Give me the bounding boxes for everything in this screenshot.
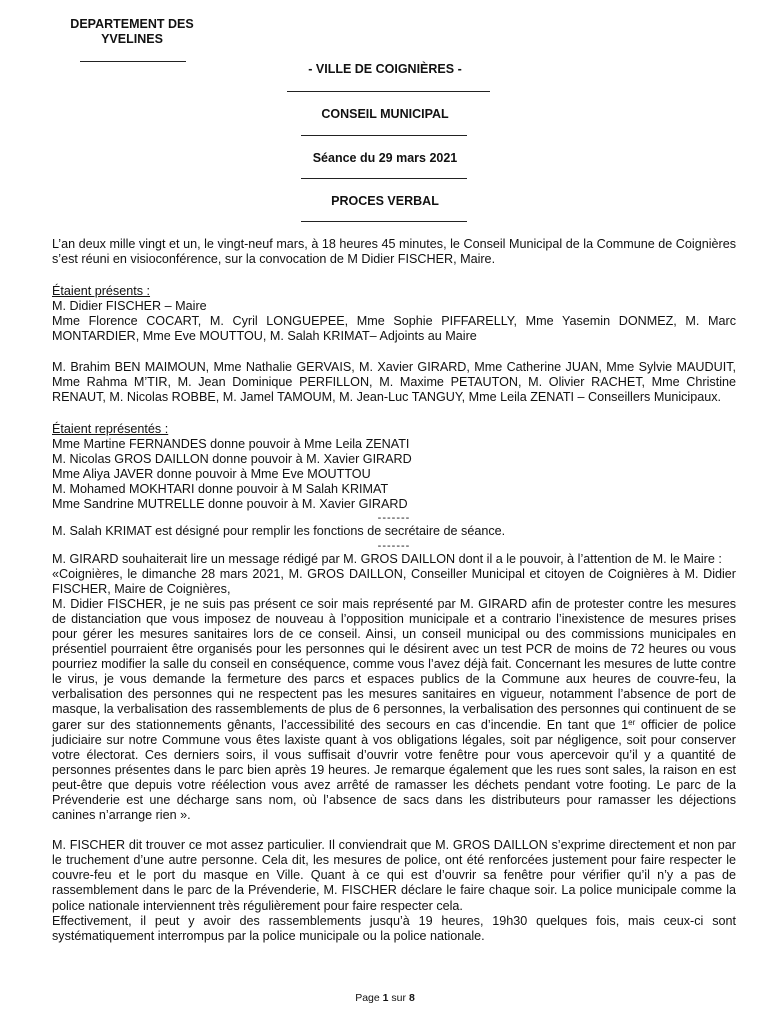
page-total: 8 <box>408 992 415 1004</box>
conseil-rule <box>301 135 467 136</box>
fischer-paragraph-1: M. FISCHER dit trouver ce mot assez particulier. Il conviendrait que M. GROS DAILLON s’exprime directement et non par le truchement d’une autre personne. Cela dit, les mesures de police, ont été renforcées justement pour faire respecter le couvre-feu et le port du masque en Ville. Quant à ce qui est d’ouvrir sa fenêtre pour vérifier qu’il n’y a pas de rassemblement dans le parc de la Prévenderie, M. FISCHER déclare le faire chaque soir. La police municipale comme la police nationale interviennent très régulièrement pour faire respecter cela. <box>52 838 736 913</box>
separator: ------- <box>377 539 411 552</box>
seance-date: Séance du 29 mars 2021 <box>312 151 458 165</box>
intro-paragraph: L’an deux mille vingt et un, le vingt-neuf mars, à 18 heures 45 minutes, le Conseil Municipal de la Commune de Coignières s’est réuni en visioconférence, sur la convocation de M Didier FISCHER, Maire. <box>52 237 736 267</box>
page-label: Page <box>355 992 383 1004</box>
seance-rule <box>301 178 467 179</box>
quote-body-a: M. Didier FISCHER, je ne suis pas présent ce soir mais représenté par M. GIRARD afin de protester contre les mesures de distanciation que vous imposez de nouveau à l’opposition municipale et a contrario l’inexistence de mesures prises pour gérer les mesures sanitaires lors de ce conseil. Ainsi, un conseil municipal ou des commissions municipales en présentiel pourraient être organisés pour les personnes qui le désirent avec un test PCR de moins de 72 heures ou vous pourriez modifier la salle du conseil en conséquence, comme vous l’avez déjà fait. Concernant les mesures de lutte contre le virus, je vous demande la fermeture des parcs et espaces publics de la Commune aux heures de couvre-feu, la verbalisation des personnes qui ne respectent pas les mesures sanitaires en vigueur, notamment l’absence de port de masque, la verbalisation des rassemblements de plus de 6 personnes, la verbalisation des personnes qui continuent de se garer sur des stationnements gênants, l’accessibilité des secours en cas d’incendie. En tant que 1 <box>52 596 736 732</box>
secretaire-paragraph: M. Salah KRIMAT est désigné pour remplir les fonctions de secrétaire de séance. <box>52 524 506 539</box>
quote-opening: «Coignières, le dimanche 28 mars 2021, M. GROS DAILLON, Conseiller Municipal et citoyen de Coignières à M. Didier FISCHER, Maire de Coignières, <box>52 566 736 596</box>
representes-item: M. Mohamed MOKHTARI donne pouvoir à M Salah KRIMAT <box>52 482 389 497</box>
ville-title: - VILLE DE COIGNIÈRES - <box>308 62 462 76</box>
girard-paragraph: M. GIRARD souhaiterait lire un message rédigé par M. GROS DAILLON dont il a le pouvoir, à l’attention de M. le Maire : <box>52 551 722 566</box>
quote-superscript: er <box>628 717 636 727</box>
dept-line2: YVELINES <box>101 32 163 46</box>
of-label: sur <box>388 992 409 1004</box>
representes-heading: Étaient représentés : <box>52 421 169 436</box>
proces-rule <box>301 221 467 222</box>
quote-body-b: officier de police judiciaire sur notre Commune vous êtes laxiste quant à vos obligations légales, soit par négligence, soit pour conserver votre électorat. Ces derniers soirs, il vous suffisait d’ouvrir votre fenêtre pour vous apercevoir qu’il y a quantité de personnes présentes dans le parc bien après 19 heures. Je remarque également que les rues sont sales, la raison en est peut-être que depuis votre réélection vous avez arrêté de ramasser les déchets pendant votre footing. Le parc de la Prévenderie est une décharge sans nom, où l’absence de sacs dans les distributeurs pour ramasser les déjections canines n’arrange rien ». <box>52 717 737 823</box>
fischer-paragraph-2: Effectivement, il peut y avoir des rassemblements jusqu’à 19 heures, 19h30 quelques fois, mais ceux-ci sont systématiquement interrompus par la police municipale ou la police nationale. <box>52 913 736 943</box>
presents-conseillers: M. Brahim BEN MAIMOUN, Mme Nathalie GERVAIS, M. Xavier GIRARD, Mme Catherine JUAN, Mme Sylvie MAUDUIT, Mme Rahma M’TIR, M. Jean Dominique PERFILLON, M. Maxime PETAUTON, M. Olivier RACHET, Mme Christine RENAUT, M. Nicolas ROBBE, M. Jamel TAMOUM, M. Jean-Luc TANGUY, Mme Leila ZENATI – Conseillers Municipaux. <box>52 359 736 404</box>
dept-line1: DEPARTEMENT DES <box>70 17 194 31</box>
representes-item: Mme Sandrine MUTRELLE donne pouvoir à M. Xavier GIRARD <box>52 497 408 512</box>
representes-item: Mme Aliya JAVER donne pouvoir à Mme Eve MOUTTOU <box>52 467 371 482</box>
quote-body <box>52 597 736 823</box>
presents-heading: Étaient présents : <box>52 284 151 299</box>
document-body <box>52 237 736 944</box>
conseil-title: CONSEIL MUNICIPAL <box>321 107 449 121</box>
page-footer <box>0 992 770 1004</box>
ville-rule <box>287 91 490 92</box>
representes-item: Mme Martine FERNANDES donne pouvoir à Mme Leila ZENATI <box>52 436 410 451</box>
representes-item: M. Nicolas GROS DAILLON donne pouvoir à M. Xavier GIRARD <box>52 452 412 467</box>
separator: ------- <box>377 512 411 525</box>
proces-title: PROCES VERBAL <box>331 194 439 208</box>
page-number: 1 <box>382 992 389 1004</box>
department-header <box>52 17 212 47</box>
presents-adjoints: Mme Florence COCART, M. Cyril LONGUEPEE, Mme Sophie PIFFARELLY, Mme Yasemin DONMEZ, M. Marc MONTARDIER, Mme Eve MOUTTOU, M. Salah KRIMAT– Adjoints au Maire <box>52 314 736 344</box>
presents-maire: M. Didier FISCHER – Maire <box>52 299 207 314</box>
